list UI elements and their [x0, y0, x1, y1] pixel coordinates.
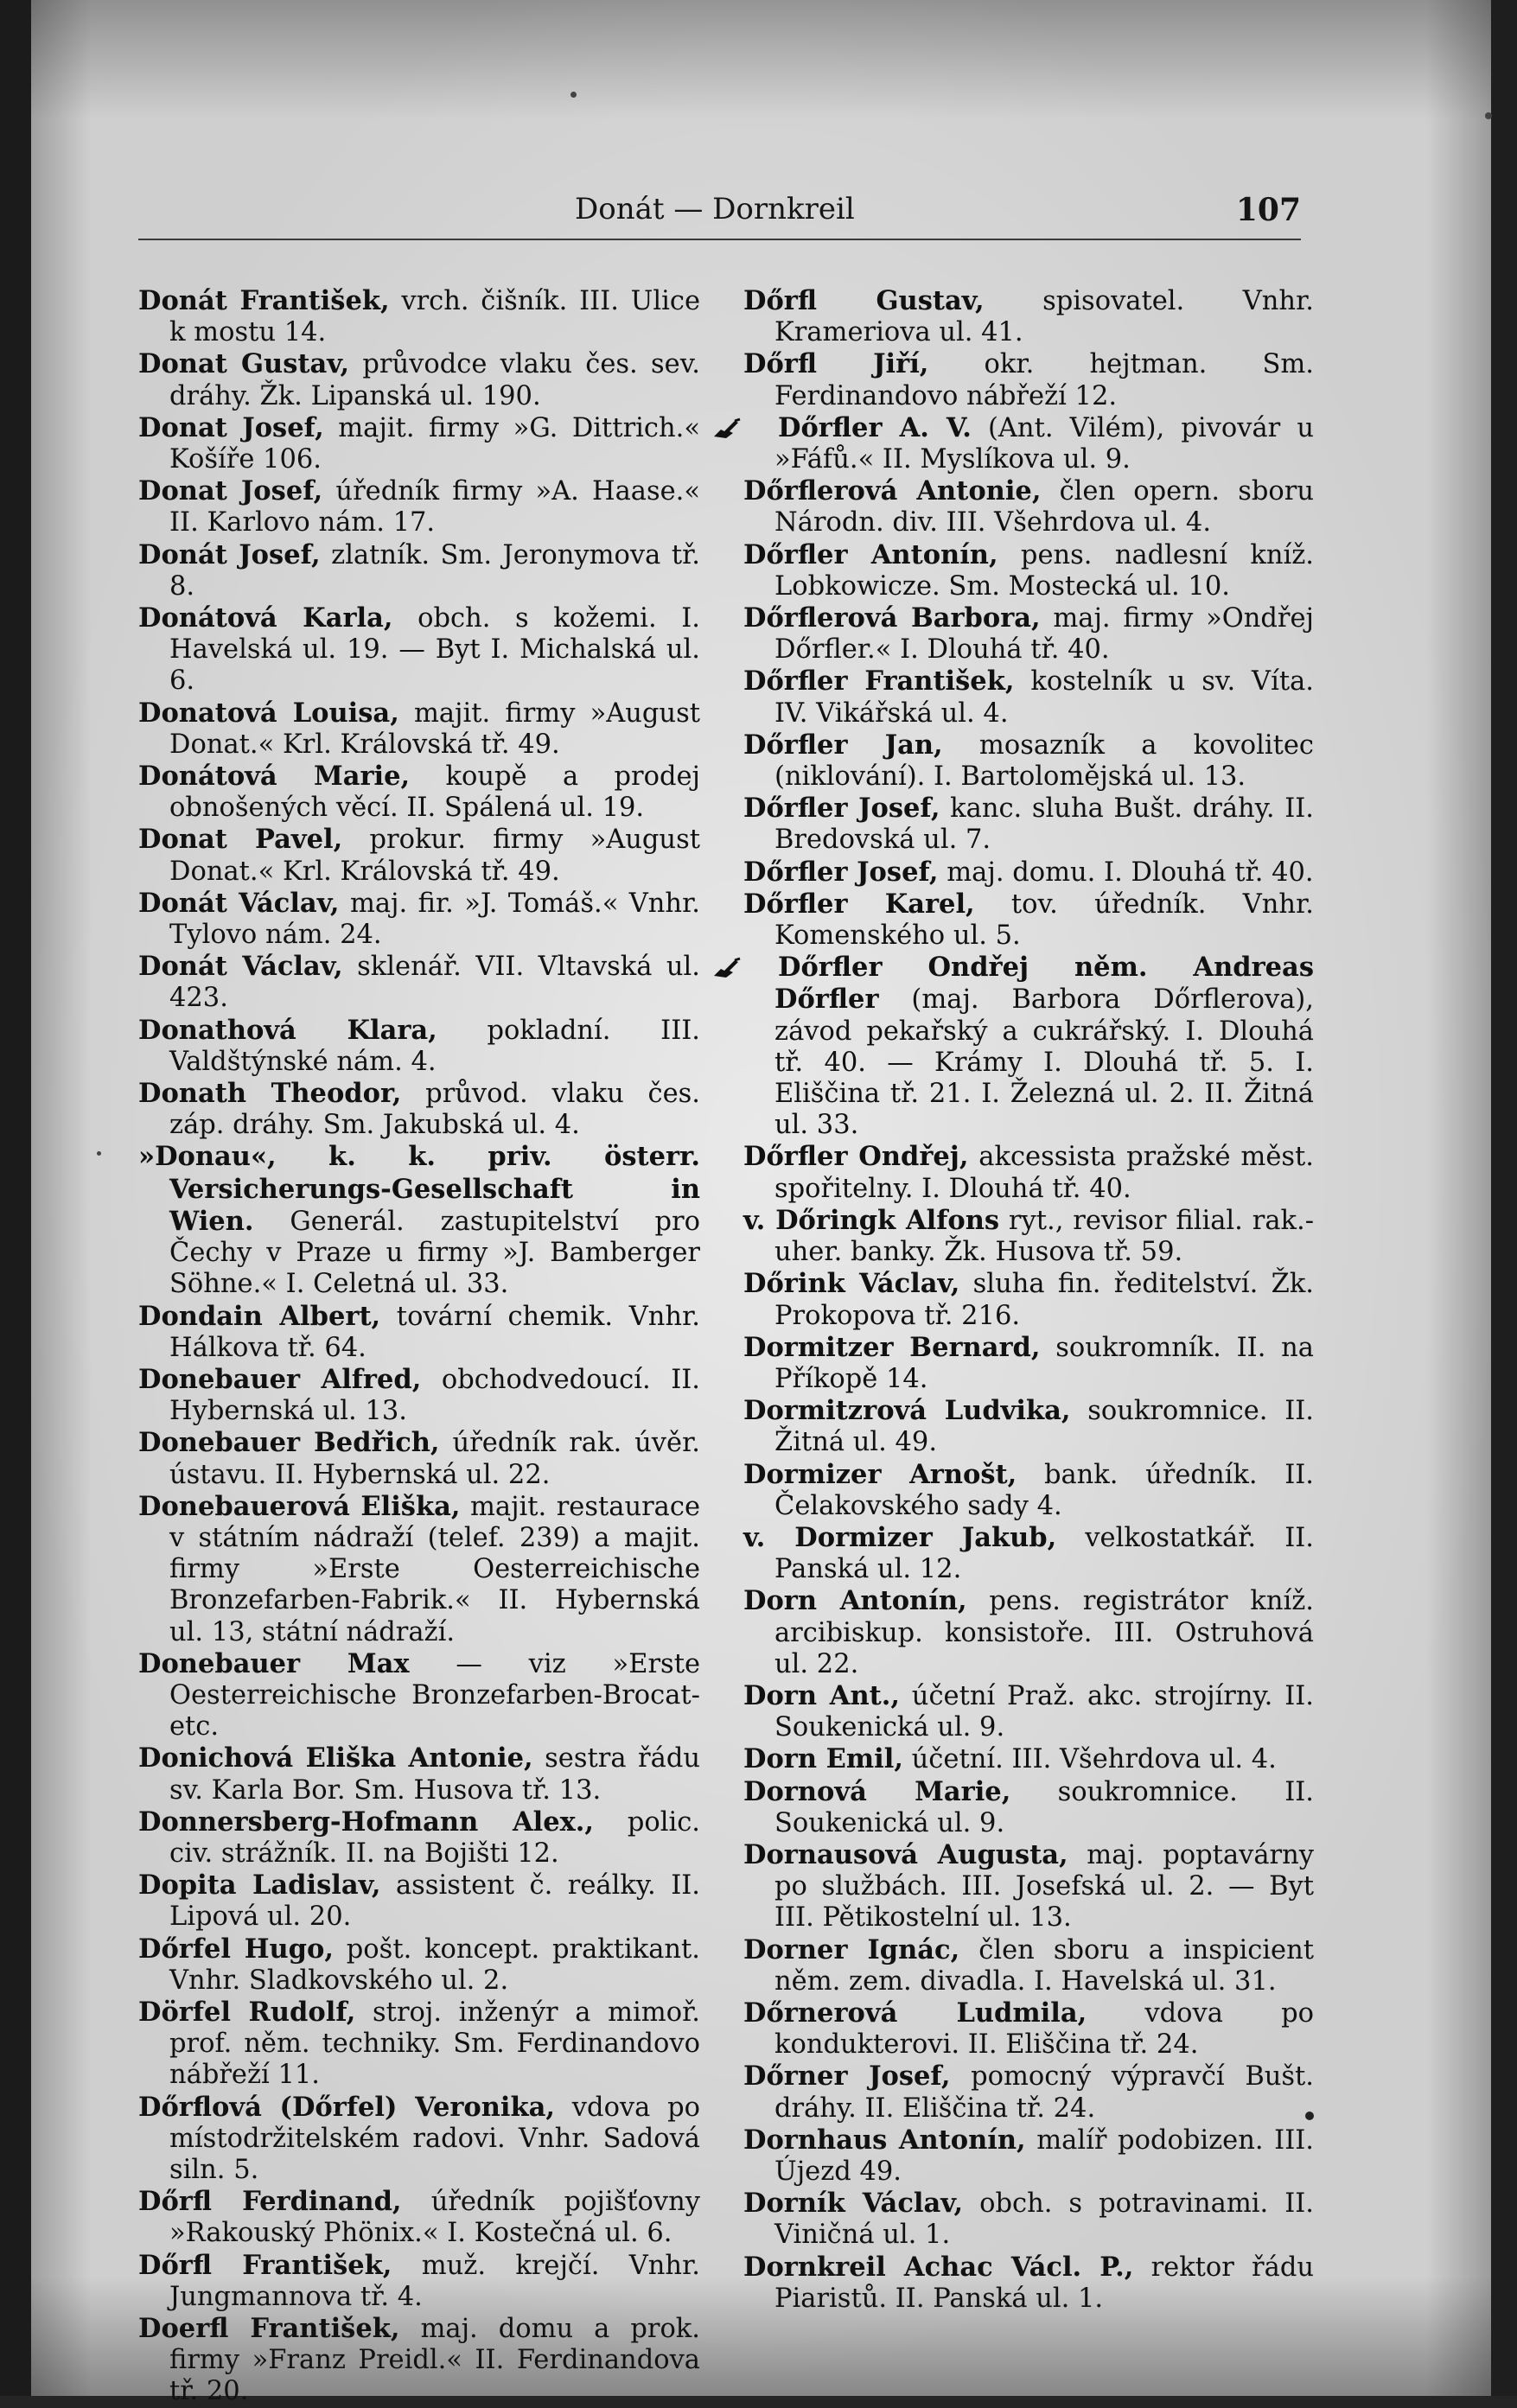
- entry-details: koupě a prodej obnošených věcí. II. Spálená ul. 19.: [169, 761, 701, 824]
- entry-name: Dorn Ant.,: [743, 1679, 900, 1711]
- directory-entry: [743, 412, 1314, 475]
- entry-name: Dorník Václav,: [743, 2188, 964, 2220]
- entry-details: majit. firmy »G. Dittrich.« Košíře 106.: [169, 412, 700, 475]
- directory-entry: [138, 348, 700, 411]
- entry-details: sklenář. VII. Vltavská ul. 423.: [169, 952, 700, 1014]
- entry-name: Dőrflerová Barbora,: [743, 602, 1041, 634]
- directory-entry: [743, 2125, 1314, 2188]
- directory-entry: [743, 2061, 1314, 2124]
- entry-details: malíř podobizen. III. Újezd 49.: [774, 2125, 1314, 2187]
- directory-entry: [743, 1205, 1314, 1268]
- entry-name: »Donau«, k. k. priv. österr. Versicherungs-Gesellschaft in Wien.: [138, 1141, 700, 1237]
- directory-entry: [138, 1491, 700, 1648]
- entry-name: Donat Josef,: [138, 475, 323, 507]
- directory-entry: [138, 1997, 700, 2092]
- entry-name: Dőrfler Ondřej,: [743, 1141, 969, 1173]
- entry-name: Dőrner Josef,: [743, 2061, 951, 2093]
- entry-name: Donathová Klara,: [138, 1014, 437, 1046]
- entry-details: zlatník. Sm. Jeronymova tř. 8.: [169, 539, 700, 602]
- entry-details: (maj. Barbora Dőrflerova), závod pekařský a cukrářský. I. Dlouhá tř. 40. — Krámy I. Dlouhá tř. 5. I. Eliščina tř. 21. I. Železná ul. 2. II. Žitná ul. 33.: [774, 984, 1314, 1141]
- entry-details: akcessista pražské měst. spořitelny. I. Dlouhá tř. 40.: [774, 1142, 1315, 1204]
- entry-name: Dőrfel Hugo,: [138, 1933, 334, 1965]
- entry-name: Doerfl František,: [138, 2313, 400, 2344]
- directory-entry: [743, 475, 1314, 538]
- directory-entry: [743, 1141, 1314, 1204]
- entry-details: obch. s potravinami. II. Viničná ul. 1.: [774, 2188, 1314, 2251]
- directory-entry: [743, 1522, 1314, 1585]
- entry-details: kostelník u sv. Víta. IV. Vikářská ul. 4.: [774, 666, 1314, 729]
- entry-name: Dőrfler Karel,: [743, 888, 975, 920]
- entry-details: účetní. III. Všehrdova ul. 4.: [902, 1744, 1277, 1775]
- entry-name: Dorn Antonín,: [743, 1585, 967, 1617]
- entry-name: Dőrfl Gustav,: [743, 285, 985, 316]
- entry-details: ryt., revisor filial. rak.-uher. banky. Žk. Husova tř. 59.: [774, 1205, 1314, 1268]
- entry-details: mosazník a kovolitec (niklování). I. Bartolomějská ul. 13.: [774, 729, 1314, 793]
- entry-name: v. Dormizer Jakub,: [743, 1521, 1057, 1553]
- entry-details: — viz »Erste Oesterreichische Bronzefarben-Brocat- etc.: [169, 1648, 701, 1742]
- directory-entry: [138, 2092, 700, 2187]
- directory-entry: [138, 539, 700, 602]
- entry-name: Dőrfl Ferdinand,: [138, 2186, 402, 2218]
- directory-entry: [138, 1742, 700, 1806]
- entry-details: maj. poptavárny po službách. III. Josefská ul. 2. — Byt III. Pětikostelní ul. 13.: [774, 1839, 1314, 1933]
- entry-details: assistent č. reálky. II. Lipová ul. 20.: [169, 1870, 701, 1933]
- entry-name: Dőrink Václav,: [743, 1268, 960, 1300]
- directory-entry: [743, 1395, 1314, 1458]
- right-column: [743, 285, 1314, 2315]
- entry-name: Donat Pavel,: [138, 824, 343, 856]
- entry-details: pomocný výpravčí Bušt. dráhy. II. Eliščina tř. 24.: [774, 2061, 1314, 2124]
- entry-details: pošt. koncept. praktikant. Vnhr. Sladkovského ul. 2.: [169, 1933, 701, 1996]
- entry-details: sluha fin. ředitelství. Žk. Prokopova tř. 216.: [774, 1269, 1314, 1331]
- entry-details: soukromnice. II. Soukenická ul. 9.: [774, 1776, 1314, 1838]
- entry-name: Dőrfler Josef,: [743, 856, 939, 888]
- entry-details: tov. úředník. Vnhr. Komenského ul. 5.: [774, 889, 1314, 952]
- entry-details: velkostatkář. II. Panská ul. 12.: [774, 1522, 1314, 1585]
- entry-name: Donát Josef,: [138, 538, 321, 570]
- directory-entry: [743, 1585, 1314, 1680]
- page-title: Donát — Dornkreil: [575, 192, 855, 226]
- directory-entry: [743, 1997, 1314, 2061]
- directory-entry: [743, 1459, 1314, 1522]
- entry-details: účetní Praž. akc. strojírny. II. Soukenická ul. 9.: [774, 1680, 1314, 1743]
- header-rule: [138, 239, 1301, 240]
- directory-entry: [743, 793, 1314, 856]
- directory-entry: [138, 1364, 700, 1427]
- running-header: [138, 192, 1301, 233]
- entry-name: Dornová Marie,: [743, 1775, 1011, 1807]
- entry-name: Dőrfler Antonín,: [743, 538, 998, 570]
- directory-entry: [743, 857, 1314, 889]
- entry-details: bank. úředník. II. Čelakovského sady 4.: [774, 1459, 1315, 1521]
- entry-details: pokladní. III. Valdštýnské nám. 4.: [169, 1015, 700, 1077]
- left-column: [138, 285, 700, 2408]
- directory-entry: [743, 348, 1314, 411]
- entry-details: prokur. firmy »August Donat.« Krl. Královská tř. 49.: [169, 825, 700, 887]
- entry-name: Donebauer Alfred,: [138, 1363, 422, 1395]
- entry-details: obchodvedoucí. II. Hybernská ul. 13.: [169, 1364, 700, 1427]
- directory-entry: [138, 888, 700, 951]
- entry-name: Donat Gustav,: [138, 348, 350, 380]
- directory-entry: [743, 539, 1314, 602]
- entry-name: Dormizer Arnošt,: [743, 1458, 1017, 1490]
- entry-details: vdova po kondukterovi. II. Eliščina tř. 24.: [774, 1997, 1314, 2061]
- entry-details: rektor řádu Piaristů. II. Panská ul. 1.: [774, 2252, 1314, 2314]
- directory-entry: [138, 1015, 700, 1078]
- directory-entry: [743, 889, 1314, 952]
- entry-details: pens. registrátor kníž. arcibiskup. konsistoře. III. Ostruhová ul. 22.: [774, 1586, 1314, 1679]
- entry-name: Dornausová Augusta,: [743, 1838, 1068, 1870]
- scan-speck: [1305, 2112, 1314, 2120]
- scan-speck: [1485, 112, 1492, 119]
- scan-speck: [570, 92, 577, 98]
- entry-name: Dopita Ladislav,: [138, 1870, 381, 1902]
- entry-name: Dőrfler Josef,: [743, 793, 940, 825]
- directory-entry: [138, 1933, 700, 1997]
- directory-entry: [138, 1078, 700, 1141]
- directory-entry: [138, 412, 700, 475]
- directory-entry: [743, 2252, 1314, 2315]
- entry-name: Donatová Louisa,: [138, 697, 399, 729]
- entry-name: Dőrfler Ondřej něm. Andreas Dőrfler: [774, 952, 1314, 1016]
- directory-entry: [138, 1301, 700, 1364]
- entry-details: majit. restaurace v státním nádraží (telef. 239) a majit. firmy »Erste Oesterreichische Bronzefarben-Fabrik.« II. Hybernská ul. 13, státní nádraží.: [169, 1491, 700, 1647]
- entry-details: obch. s kožemi. I. Havelská ul. 19. — Byt I. Michalská ul. 6.: [169, 603, 700, 697]
- entry-details: pens. nadlesní kníž. Lobkowicze. Sm. Mostecká ul. 10.: [774, 539, 1314, 602]
- entry-name: Dőrfler František,: [743, 666, 1015, 698]
- directory-entry: [138, 951, 700, 1014]
- entry-name: Dornhaus Antonín,: [743, 2124, 1026, 2156]
- directory-entry: [138, 1648, 700, 1743]
- entry-name: Dőrfler Jan,: [743, 729, 943, 761]
- entry-name: v. Dőringk Alfons: [743, 1204, 1000, 1236]
- entry-name: Donátová Karla,: [138, 602, 393, 634]
- directory-entry: [138, 824, 700, 887]
- entry-name: Donát Václav,: [138, 887, 340, 919]
- directory-entry: [138, 698, 700, 761]
- entry-details: okr. hejtman. Sm. Ferdinandovo nábřeží 12.: [774, 349, 1314, 411]
- directory-entry: [743, 1776, 1314, 1839]
- entry-name: Donnersberg-Hofmann Alex.,: [138, 1806, 595, 1838]
- directory-entry: [743, 1934, 1314, 1997]
- entry-details: maj. domu a prok. firmy »Franz Preidl.« II. Ferdinandova tř. 20.: [169, 2314, 700, 2407]
- directory-entry: [743, 1680, 1314, 1743]
- directory-entry: [138, 1806, 700, 1870]
- scan-edge-right: [1491, 0, 1517, 2396]
- directory-entry: [138, 475, 700, 538]
- entry-name: Donebauerová Eliška,: [138, 1490, 461, 1522]
- directory-entry: [138, 2186, 700, 2249]
- entry-name: Dornkreil Achac Václ. P.,: [743, 2251, 1134, 2283]
- entry-details: průvod. vlaku čes. záp. dráhy. Sm. Jakubská ul. 4.: [169, 1079, 700, 1141]
- entry-details: soukromnice. II. Žitná ul. 49.: [774, 1396, 1314, 1458]
- entry-name: Dorn Emil,: [743, 1743, 903, 1775]
- entry-name: Dörfel Rudolf,: [138, 1996, 356, 2028]
- entry-name: Donát František,: [138, 285, 390, 316]
- directory-entry: [138, 602, 700, 698]
- entry-name: Dőrflerová Antonie,: [743, 475, 1042, 507]
- entry-name: Dorner Ignác,: [743, 1933, 960, 1965]
- entry-details: vrch. čišník. III. Ulice k mostu 14.: [169, 286, 700, 348]
- pointing-hand-icon: [743, 956, 773, 978]
- scan-speck: [97, 1151, 101, 1156]
- directory-entry: [138, 285, 700, 348]
- entry-name: Dormitzer Bernard,: [743, 1331, 1041, 1363]
- directory-entry: [743, 1332, 1314, 1395]
- directory-entry: [743, 1743, 1314, 1775]
- entry-details: majit. firmy »August Donat.« Krl. Královská tř. 49.: [169, 698, 700, 760]
- directory-entry: [743, 285, 1314, 348]
- entry-details: úředník pojišťovny »Rakouský Phönix.« I. Kostečná ul. 6.: [169, 2187, 700, 2249]
- directory-entry: [743, 1839, 1314, 1934]
- entry-name: Donat Josef,: [138, 411, 324, 443]
- entry-details: průvodce vlaku čes. sev. dráhy. Žk. Lipanská ul. 190.: [169, 349, 700, 411]
- entry-details: maj. domu. I. Dlouhá tř. 40.: [938, 857, 1314, 888]
- directory-entry: [138, 1870, 700, 1933]
- directory-entry: [743, 1268, 1314, 1331]
- entry-details: maj. firmy »Ondřej Dőrfler.« I. Dlouhá tř. 40.: [774, 603, 1315, 666]
- entry-name: Donichová Eliška Antonie,: [138, 1742, 533, 1774]
- entry-name: Donebauer Max: [138, 1647, 410, 1679]
- page-number: 107: [1235, 192, 1301, 228]
- directory-entry: [743, 729, 1314, 793]
- entry-details: úředník firmy »A. Haase.« II. Karlovo nám. 17.: [169, 476, 700, 538]
- entry-name: Dőrfl Jiří,: [743, 348, 929, 380]
- directory-entry: [138, 761, 700, 824]
- entry-details: maj. fir. »J. Tomáš.« Vnhr. Tylovo nám. 24.: [169, 888, 700, 951]
- entry-name: Donebauer Bedřich,: [138, 1427, 440, 1459]
- entry-details: tovární chemik. Vnhr. Hálkova tř. 64.: [169, 1301, 700, 1363]
- directory-entry: [743, 952, 1314, 1141]
- entry-details: polic. civ. strážník. II. na Bojišti 12.: [169, 1806, 700, 1869]
- entry-details: muž. krejčí. Vnhr. Jungmannova tř. 4.: [169, 2250, 700, 2312]
- entry-details: člen sboru a inspicient něm. zem. divadla. I. Havelská ul. 31.: [774, 1934, 1314, 1997]
- entry-name: Donátová Marie,: [138, 761, 411, 793]
- entry-details: úředník rak. úvěr. ústavu. II. Hybernská ul. 22.: [169, 1428, 700, 1490]
- directory-entry: [138, 2250, 700, 2313]
- entry-name: Donát Václav,: [138, 951, 343, 983]
- entry-details: soukromník. II. na Příkopě 14.: [774, 1332, 1314, 1394]
- directory-entry: [138, 1141, 700, 1300]
- directory-entry: [743, 602, 1314, 666]
- pointing-hand-icon: [743, 417, 773, 439]
- directory-entry: [743, 2188, 1314, 2251]
- entry-name: Dondain Albert,: [138, 1300, 381, 1332]
- entry-details: spisovatel. Vnhr. Krameriova ul. 41.: [774, 286, 1314, 348]
- entry-name: Dőrfler A. V.: [778, 411, 972, 443]
- entry-details: Generál. zastupitelství pro Čechy v Praze u firmy »J. Bamberger Söhne.« I. Celetná ul. 33.: [169, 1206, 700, 1300]
- entry-name: Dormitzrová Ludvika,: [743, 1395, 1071, 1427]
- entry-name: Donath Theodor,: [138, 1078, 402, 1110]
- scan-edge-left: [0, 0, 31, 2396]
- entry-name: Dőrflová (Dőrfel) Veronika,: [138, 2091, 556, 2123]
- entry-details: člen opern. sboru Národn. div. III. Všehrdova ul. 4.: [774, 476, 1314, 538]
- entry-name: Dőrnerová Ludmila,: [743, 1997, 1087, 2029]
- entry-details: sestra řádu sv. Karla Bor. Sm. Husova tř. 13.: [169, 1743, 700, 1806]
- entry-name: Dőrfl František,: [138, 2249, 392, 2281]
- entry-details: vdova po místodržitelském radovi. Vnhr. Sadová siln. 5.: [169, 2092, 700, 2185]
- directory-entry: [138, 2313, 700, 2408]
- entry-details: kanc. sluha Bušt. dráhy. II. Bredovská ul. 7.: [774, 793, 1314, 856]
- entry-details: (Ant. Vilém), pivovár u »Fáfů.« II. Myslíkova ul. 9.: [774, 412, 1315, 475]
- directory-entry: [138, 1427, 700, 1490]
- entry-details: stroj. inženýr a mimoř. prof. něm. techniky. Sm. Ferdinandovo nábřeží 11.: [169, 1997, 700, 2091]
- directory-entry: [743, 666, 1314, 729]
